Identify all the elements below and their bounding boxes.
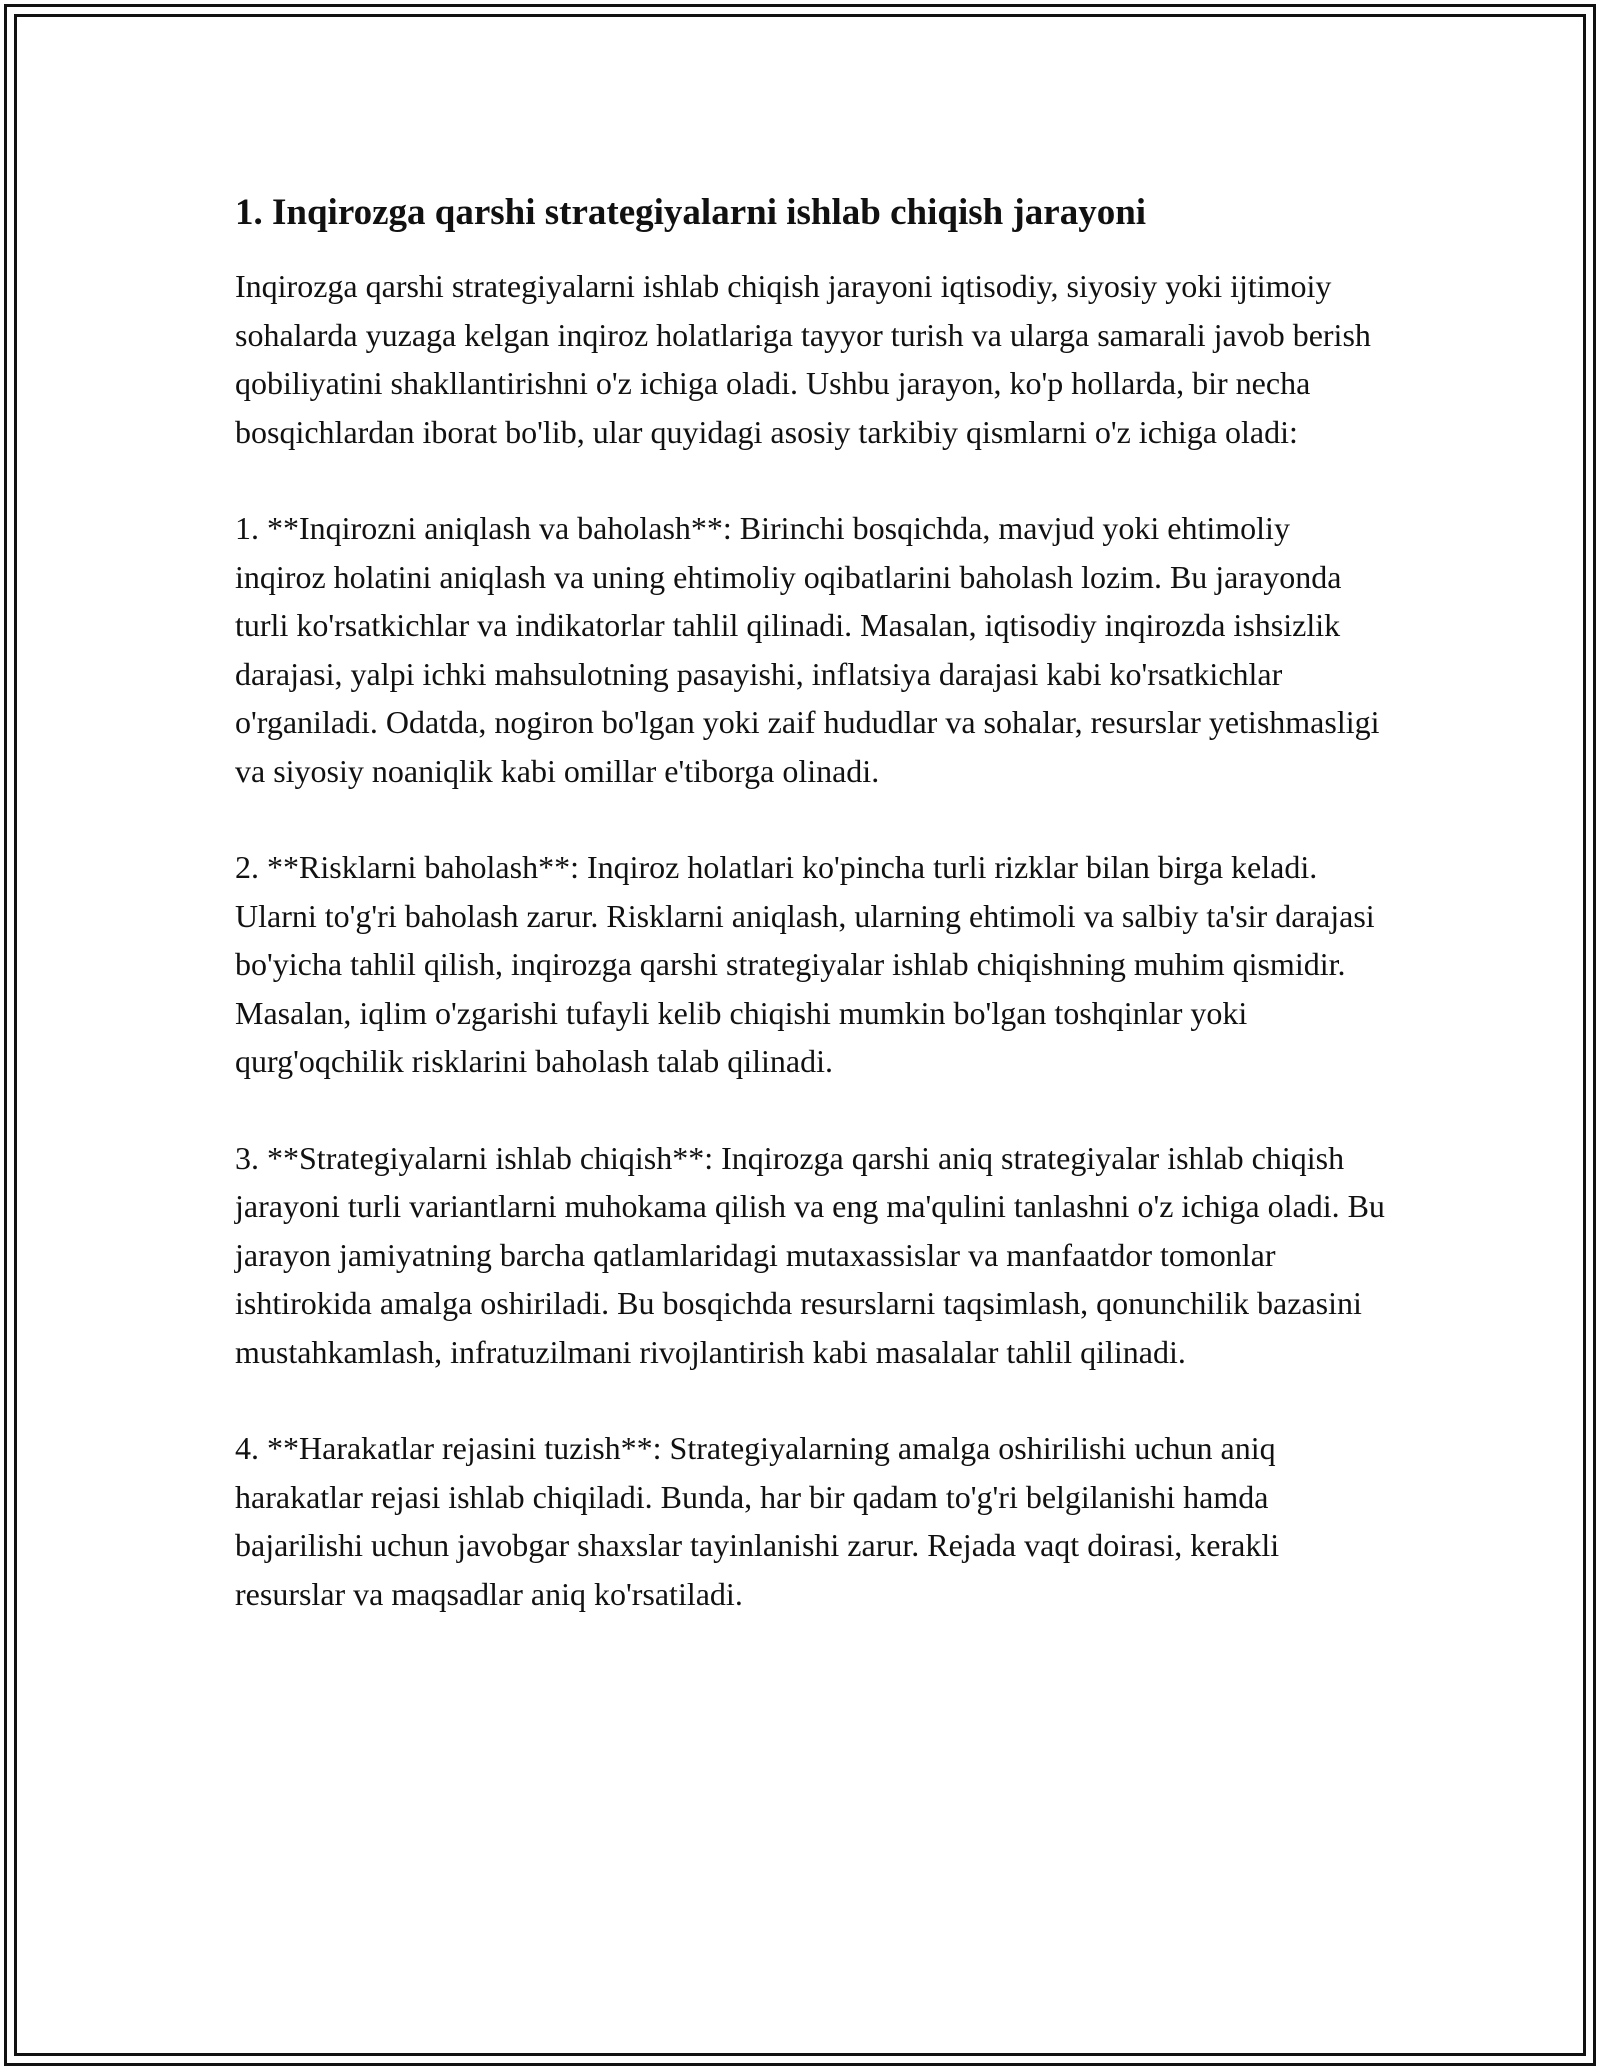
step-1-paragraph: 1. **Inqirozni aniqlash va baholash**: Birinchi bosqichda, mavjud yoki ehtimoliy inqiroz holatini aniqlash va uning ehtimoliy oqibatlarini baholash lozim. Bu jarayonda turli ko'rsatkichlar va indikatorlar tahlil qilinadi. Masalan, iqtisodiy inqirozda ishsizlik darajasi, yalpi ichki mahsulotning pasayishi, inflatsiya darajasi kabi ko'rsatkichlar o'rganiladi. Odatda, nogiron bo'lgan yoki zaif hududlar va sohalar, resurslar yetishmasligi va siyosiy noaniqlik kabi omillar e'tiborga olinadi. (235, 510, 1380, 789)
intro-paragraph: Inqirozga qarshi strategiyalarni ishlab chiqish jarayoni iqtisodiy, siyosiy yoki ijtimoiy sohalarda yuzaga kelgan inqiroz holatlariga tayyor turish va ularga samarali javob berish qobiliyatini shakllantirishni o'z ichiga oladi. Ushbu jarayon, ko'p hollarda, bir necha bosqichlardan iborat bo'lib, ular quyidagi asosiy tarkibiy qismlarni o'z ichiga oladi: (235, 268, 1371, 450)
step-3-paragraph: 3. **Strategiyalarni ishlab chiqish**: Inqirozga qarshi aniq strategiyalar ishlab chiqish jarayoni turli variantlarni muhokama qilish va eng ma'qulini tanlashni o'z ichiga oladi. Bu jarayon jamiyatning barcha qatlamlaridagi mutaxassislar va manfaatdor tomonlar ishtirokida amalga oshiriladi. Bu bosqichda resurslarni taqsimlash, qonunchilik bazasini mustahkamlash, infratuzilmani rivojlantirish kabi masalalar tahlil qilinadi. (235, 1139, 1385, 1370)
step-2-paragraph: 2. **Risklarni baholash**: Inqiroz holatlari ko'pincha turli rizklar bilan birga keladi. Ularni to'g'ri baholash zarur. Risklarni aniqlash, ularning ehtimoli va salbiy ta'sir darajasi bo'yicha tahlil qilish, inqirozga qarshi strategiyalar ishlab chiqishning muhim qismidir. Masalan, iqlim o'zgarishi tufayli kelib chiqishi mumkin bo'lgan toshqinlar yoki qurg'oqchilik risklarini baholash talab qilinadi. (235, 849, 1375, 1079)
document-body (235, 186, 1385, 1618)
document-title: 1. Inqirozga qarshi strategiyalarni ishlab chiqish jarayoni (235, 192, 1147, 233)
step-4-paragraph: 4. **Harakatlar rejasini tuzish**: Strategiyalarning amalga oshirilishi uchun aniq harakatlar rejasi ishlab chiqiladi. Bunda, har bir qadam to'g'ri belgilanishi hamda bajarilishi uchun javobgar shaxslar tayinlanishi zarur. Rejada vaqt doirasi, kerakli resurslar va maqsadlar aniq ko'rsatiladi. (235, 1430, 1280, 1612)
